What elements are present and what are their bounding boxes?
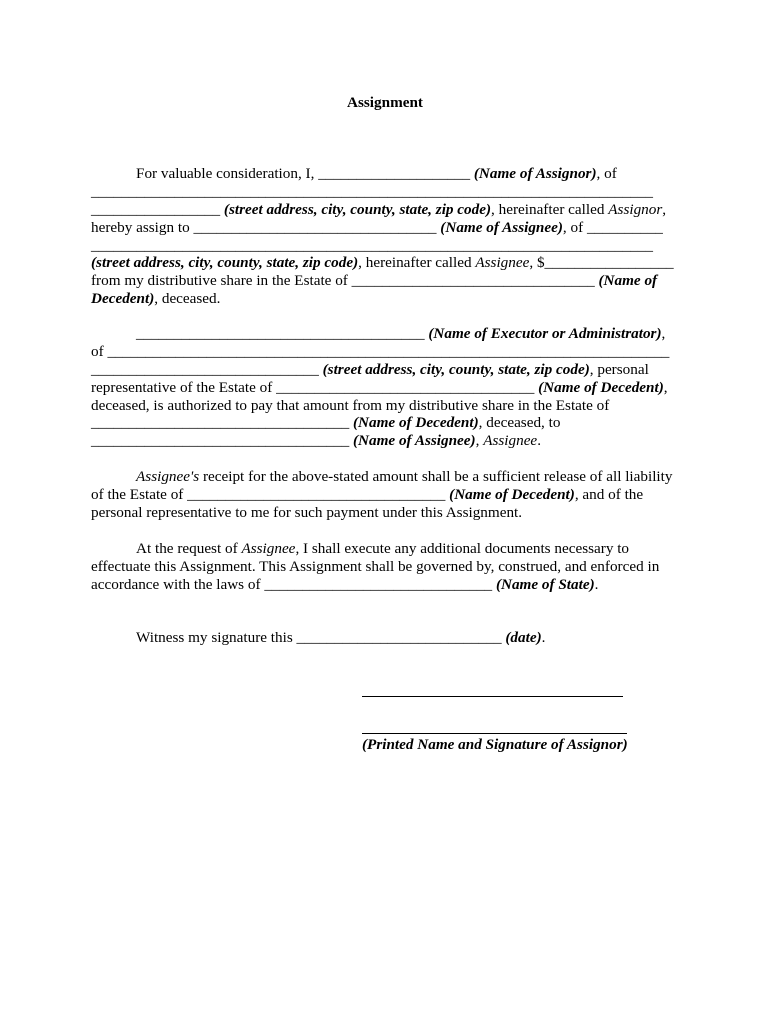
p3-line-1: Assignee's receipt for the above-stated amount shall be a sufficient release of all liability xyxy=(136,468,673,485)
estate-blank-1: ________________________________ xyxy=(351,272,595,290)
paragraph-governing-law xyxy=(91,540,681,594)
p4-line-2: effectuate this Assignment. This Assignment shall be governed by, construed, and enforced in xyxy=(91,557,660,575)
name-of-executor-label: (Name of Executor or Administrator) xyxy=(428,325,662,342)
p1-line-2 xyxy=(91,183,681,201)
name-of-state-label: (Name of State) xyxy=(495,575,595,593)
assignor-term: Assignor xyxy=(608,200,663,218)
p4-line-1: At the request of Assignee, I shall execute any additional documents necessary to xyxy=(136,540,630,557)
name-of-decedent-label-2: (Name of Decedent) xyxy=(352,414,479,432)
date-blank: ___________________________ xyxy=(296,629,502,646)
street-address-label-2: (street address, city, county, state, zip code) xyxy=(91,254,359,272)
address-blank-1: __________________________________________________________________________ xyxy=(91,182,653,200)
paragraph-release xyxy=(91,468,681,522)
assignee-term: Assignee xyxy=(475,254,530,272)
p1-line-6: (street address, city, county, state, zip code), hereinafter called Assignee, $_________________ xyxy=(91,254,674,272)
p1-line-4: hereby assign to ________________________________ (Name of Assignee), of __________ xyxy=(91,218,663,236)
name-of-assignor-label: (Name of Assignor) xyxy=(473,165,597,182)
p2-line-2: of __________________________________________________________________________ xyxy=(91,342,670,360)
street-address-label-3: (street address, city, county, state, zip code) xyxy=(322,360,590,378)
p2-line-5: deceased, is authorized to pay that amount from my distributive share in the Estate of xyxy=(91,396,610,414)
assignee-term-3: Assignee xyxy=(241,540,296,557)
name-of-decedent-label-1: (Name of Decedent) xyxy=(538,378,664,396)
assignee-name-blank: ________________________________ xyxy=(193,218,437,236)
paragraph-assignment xyxy=(91,165,681,308)
signature-line-2 xyxy=(362,733,627,734)
p2-line-6: __________________________________ (Name of Decedent), deceased, to xyxy=(91,414,561,432)
p2-line-7: __________________________________ (Name of Assignee), Assignee. xyxy=(91,432,541,450)
address-blank-2: __________________________________________________________________________ xyxy=(91,236,653,254)
signature-line-1 xyxy=(362,696,623,697)
p2-line-4: representative of the Estate of __________________________________ (Name of Decedent), xyxy=(91,378,668,396)
witness-line: Witness my signature this ___________________________ (date). xyxy=(136,629,546,646)
street-address-label-1: (street address, city, county, state, zip code) xyxy=(223,200,492,218)
name-of-decedent-label-3: (Name of Decedent) xyxy=(449,485,575,503)
p4-line-3: accordance with the laws of ______________________________ (Name of State). xyxy=(91,575,599,593)
p3-line-3: personal representative to me for such payment under this Assignment. xyxy=(91,503,523,521)
witness-block xyxy=(91,629,681,647)
assignee-term-2: Assignee xyxy=(483,432,538,450)
state-blank: ______________________________ xyxy=(264,575,493,593)
p2-line-3: ______________________________ (street address, city, county, state, zip code), personal xyxy=(91,360,649,378)
signature-caption: (Printed Name and Signature of Assignor) xyxy=(362,736,628,753)
date-label: (date) xyxy=(505,629,542,646)
p2-line-1: ______________________________________ (Name of Executor or Administrator), xyxy=(136,325,666,342)
decedent-label: Decedent) xyxy=(91,290,155,308)
p1-line-8: Decedent), deceased. xyxy=(91,290,221,308)
p1-line-1: For valuable consideration, I, ____________________ (Name of Assignor), of xyxy=(136,165,617,182)
amount-blank: _________________ xyxy=(544,254,674,272)
name-of-assignee-label: (Name of Assignee) xyxy=(440,218,563,236)
p3-line-2: of the Estate of __________________________________ (Name of Decedent), and of the xyxy=(91,485,644,503)
name-of-assignee-label-2: (Name of Assignee) xyxy=(352,432,476,450)
name-of-label: (Name of xyxy=(598,272,658,290)
executor-name-blank: ______________________________________ xyxy=(136,325,425,342)
p1-line-7: from my distributive share in the Estate of ________________________________ (Name of xyxy=(91,272,658,290)
p1-line-5 xyxy=(91,237,681,255)
assignor-name-blank: ____________________ xyxy=(318,165,471,182)
assignees-term: Assignee's xyxy=(136,468,200,485)
paragraph-executor xyxy=(91,325,681,450)
p1-line-3: _________________ (street address, city, county, state, zip code), hereinafter called Assignor, xyxy=(91,200,667,218)
document-title: Assignment xyxy=(347,94,423,111)
